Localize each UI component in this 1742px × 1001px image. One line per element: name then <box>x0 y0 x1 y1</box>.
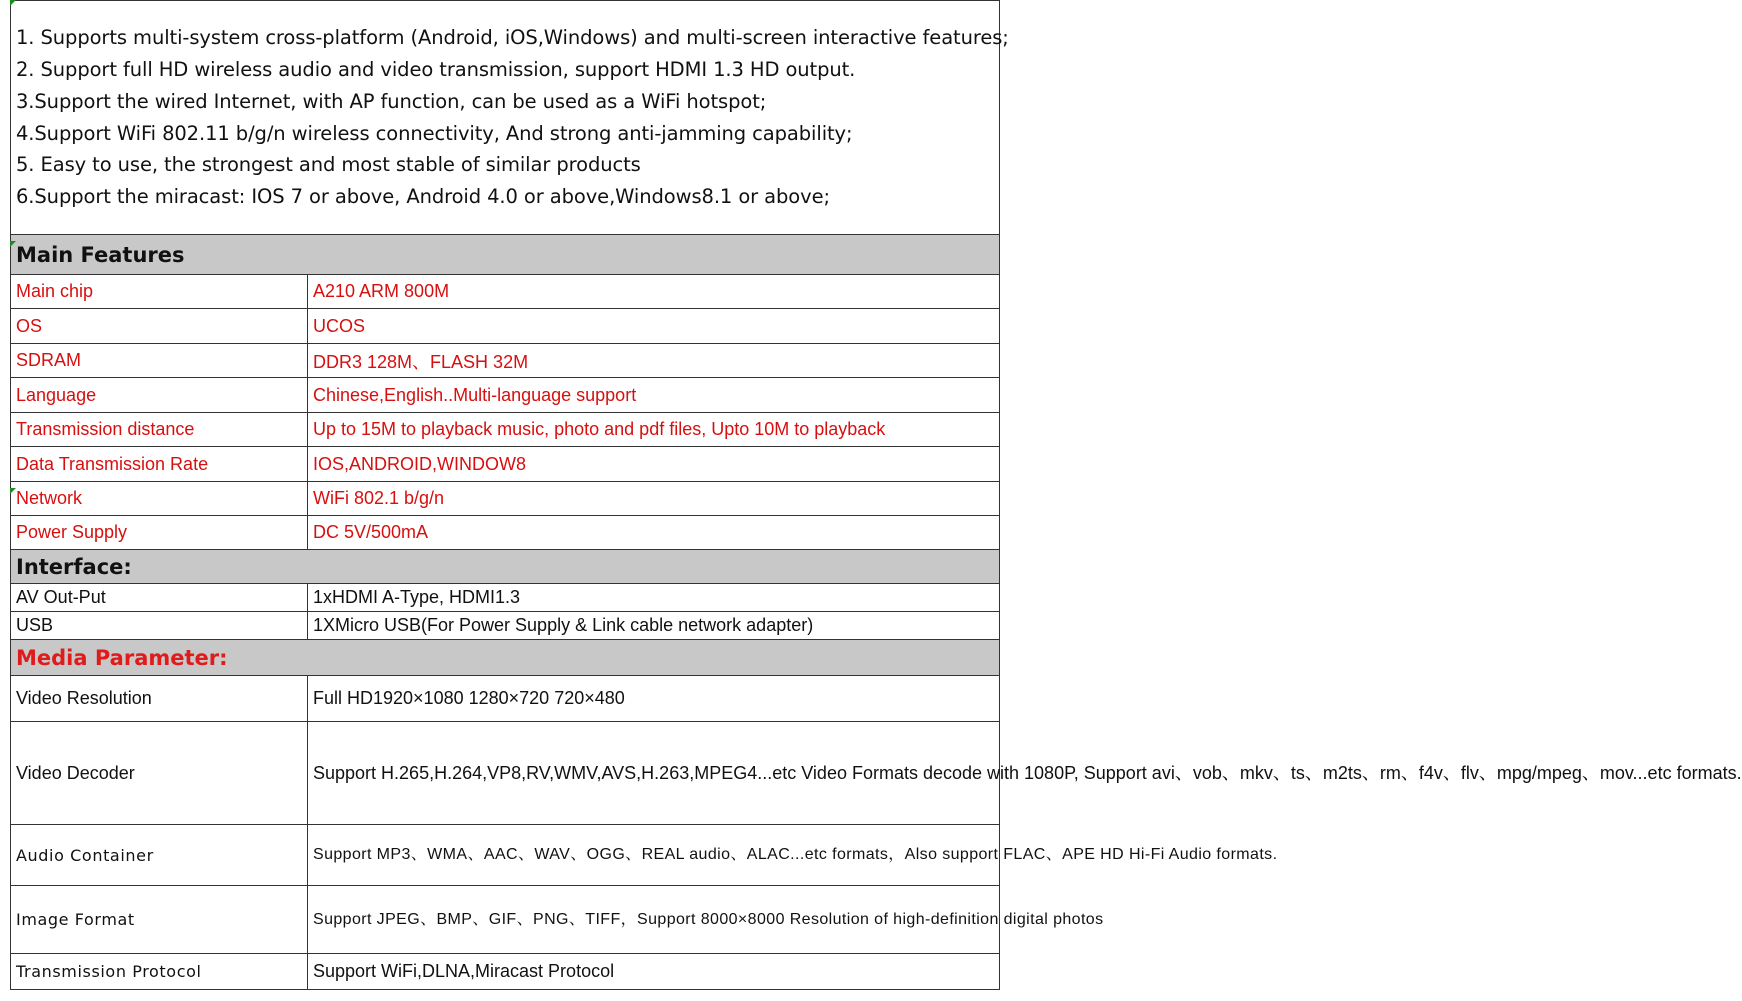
intro-text <box>11 1 1009 235</box>
spec-value: Support WiFi,DLNA,Miracast Protocol <box>308 954 1000 990</box>
intro-line-1: 1. Supports multi-system cross-platform (Android, iOS,Windows) and multi-screen interactive features; <box>16 26 1009 50</box>
spec-label: OS <box>11 309 308 344</box>
spec-value: IOS,ANDROID,WINDOW8 <box>308 447 1000 482</box>
spec-label: Network <box>11 482 308 516</box>
table-row <box>11 954 1000 990</box>
table-row <box>11 612 1000 640</box>
spec-label: Video Decoder <box>11 722 308 825</box>
spec-value: 1xHDMI A-Type, HDMI1.3 <box>308 584 1000 612</box>
section-title-interface: Interface: <box>11 550 1000 584</box>
spec-value: Support JPEG、BMP、GIF、PNG、TIFF，Support 8000×8000 Resolution of high-definition digital photos <box>308 886 1000 954</box>
cell-corner-marker <box>10 241 16 247</box>
spec-value: WiFi 802.1 b/g/n <box>308 482 1000 516</box>
intro-line-2: 2. Support full HD wireless audio and video transmission, support HDMI 1.3 HD output. <box>16 58 856 82</box>
spec-label: USB <box>11 612 308 640</box>
spec-label: Video Resolution <box>11 676 308 722</box>
spec-value: 1XMicro USB(For Power Supply & Link cable network adapter) <box>308 612 1000 640</box>
table-row <box>11 722 1000 825</box>
cell-corner-marker <box>10 0 16 6</box>
cell-corner-marker <box>10 488 16 494</box>
spec-value: Support H.265,H.264,VP8,RV,WMV,AVS,H.263,MPEG4...etc Video Formats decode with 1080P, Support avi、vob、mkv、ts、m2ts、rm、f4v、flv、mpg/mpeg、mov...etc formats. <box>308 722 1000 825</box>
section-media <box>11 640 1000 676</box>
spec-label: Transmission distance <box>11 413 308 447</box>
spec-value: Full HD1920×1080 1280×720 720×480 <box>308 676 1000 722</box>
spec-value: Up to 15M to playback music, photo and pdf files, Upto 10M to playback <box>308 413 1000 447</box>
intro-line-6: 6.Support the miracast: IOS 7 or above, Android 4.0 or above,Windows8.1 or above; <box>16 184 830 208</box>
spec-value: A210 ARM 800M <box>308 275 1000 309</box>
spec-table <box>10 0 1742 990</box>
spec-label: Main chip <box>11 275 308 309</box>
table-row <box>11 584 1000 612</box>
table-row <box>11 447 1000 482</box>
table-row <box>11 413 1000 447</box>
spec-label: Power Supply <box>11 516 308 550</box>
table-row <box>11 309 1000 344</box>
spec-label: SDRAM <box>11 344 308 378</box>
spec-label: Image Format <box>11 886 308 954</box>
spec-value: Support MP3、WMA、AAC、WAV、OGG、REAL audio、ALAC...etc formats，Also support FLAC、APE HD Hi-Fi Audio formats. <box>308 825 1000 886</box>
table-row <box>11 482 1000 516</box>
spec-value: DC 5V/500mA <box>308 516 1000 550</box>
table-row <box>11 676 1000 722</box>
spec-label: Data Transmission Rate <box>11 447 308 482</box>
spec-value: DDR3 128M、FLASH 32M <box>308 344 1000 378</box>
table-row <box>11 825 1000 886</box>
table-row <box>11 516 1000 550</box>
intro-line-5: 5. Easy to use, the strongest and most stable of similar products <box>16 153 641 177</box>
intro-line-3: 3.Support the wired Internet, with AP function, can be used as a WiFi hotspot; <box>16 89 767 113</box>
section-main-features <box>11 235 1000 275</box>
spec-label: Audio Container <box>11 825 308 886</box>
table-row <box>11 344 1000 378</box>
table-row <box>11 378 1000 413</box>
section-title-media: Media Parameter: <box>11 640 1000 676</box>
spec-value: UCOS <box>308 309 1000 344</box>
section-interface <box>11 550 1000 584</box>
table-row <box>11 275 1000 309</box>
spec-label: Transmission Protocol <box>11 954 308 990</box>
spec-label: AV Out-Put <box>11 584 308 612</box>
intro-line-4: 4.Support WiFi 802.11 b/g/n wireless connectivity, And strong anti-jamming capability; <box>16 121 853 145</box>
intro-row <box>11 1 1000 235</box>
spec-value: Chinese,English..Multi-language support <box>308 378 1000 413</box>
section-title-main-features: Main Features <box>11 235 1000 275</box>
table-row <box>11 886 1000 954</box>
spec-label: Language <box>11 378 308 413</box>
